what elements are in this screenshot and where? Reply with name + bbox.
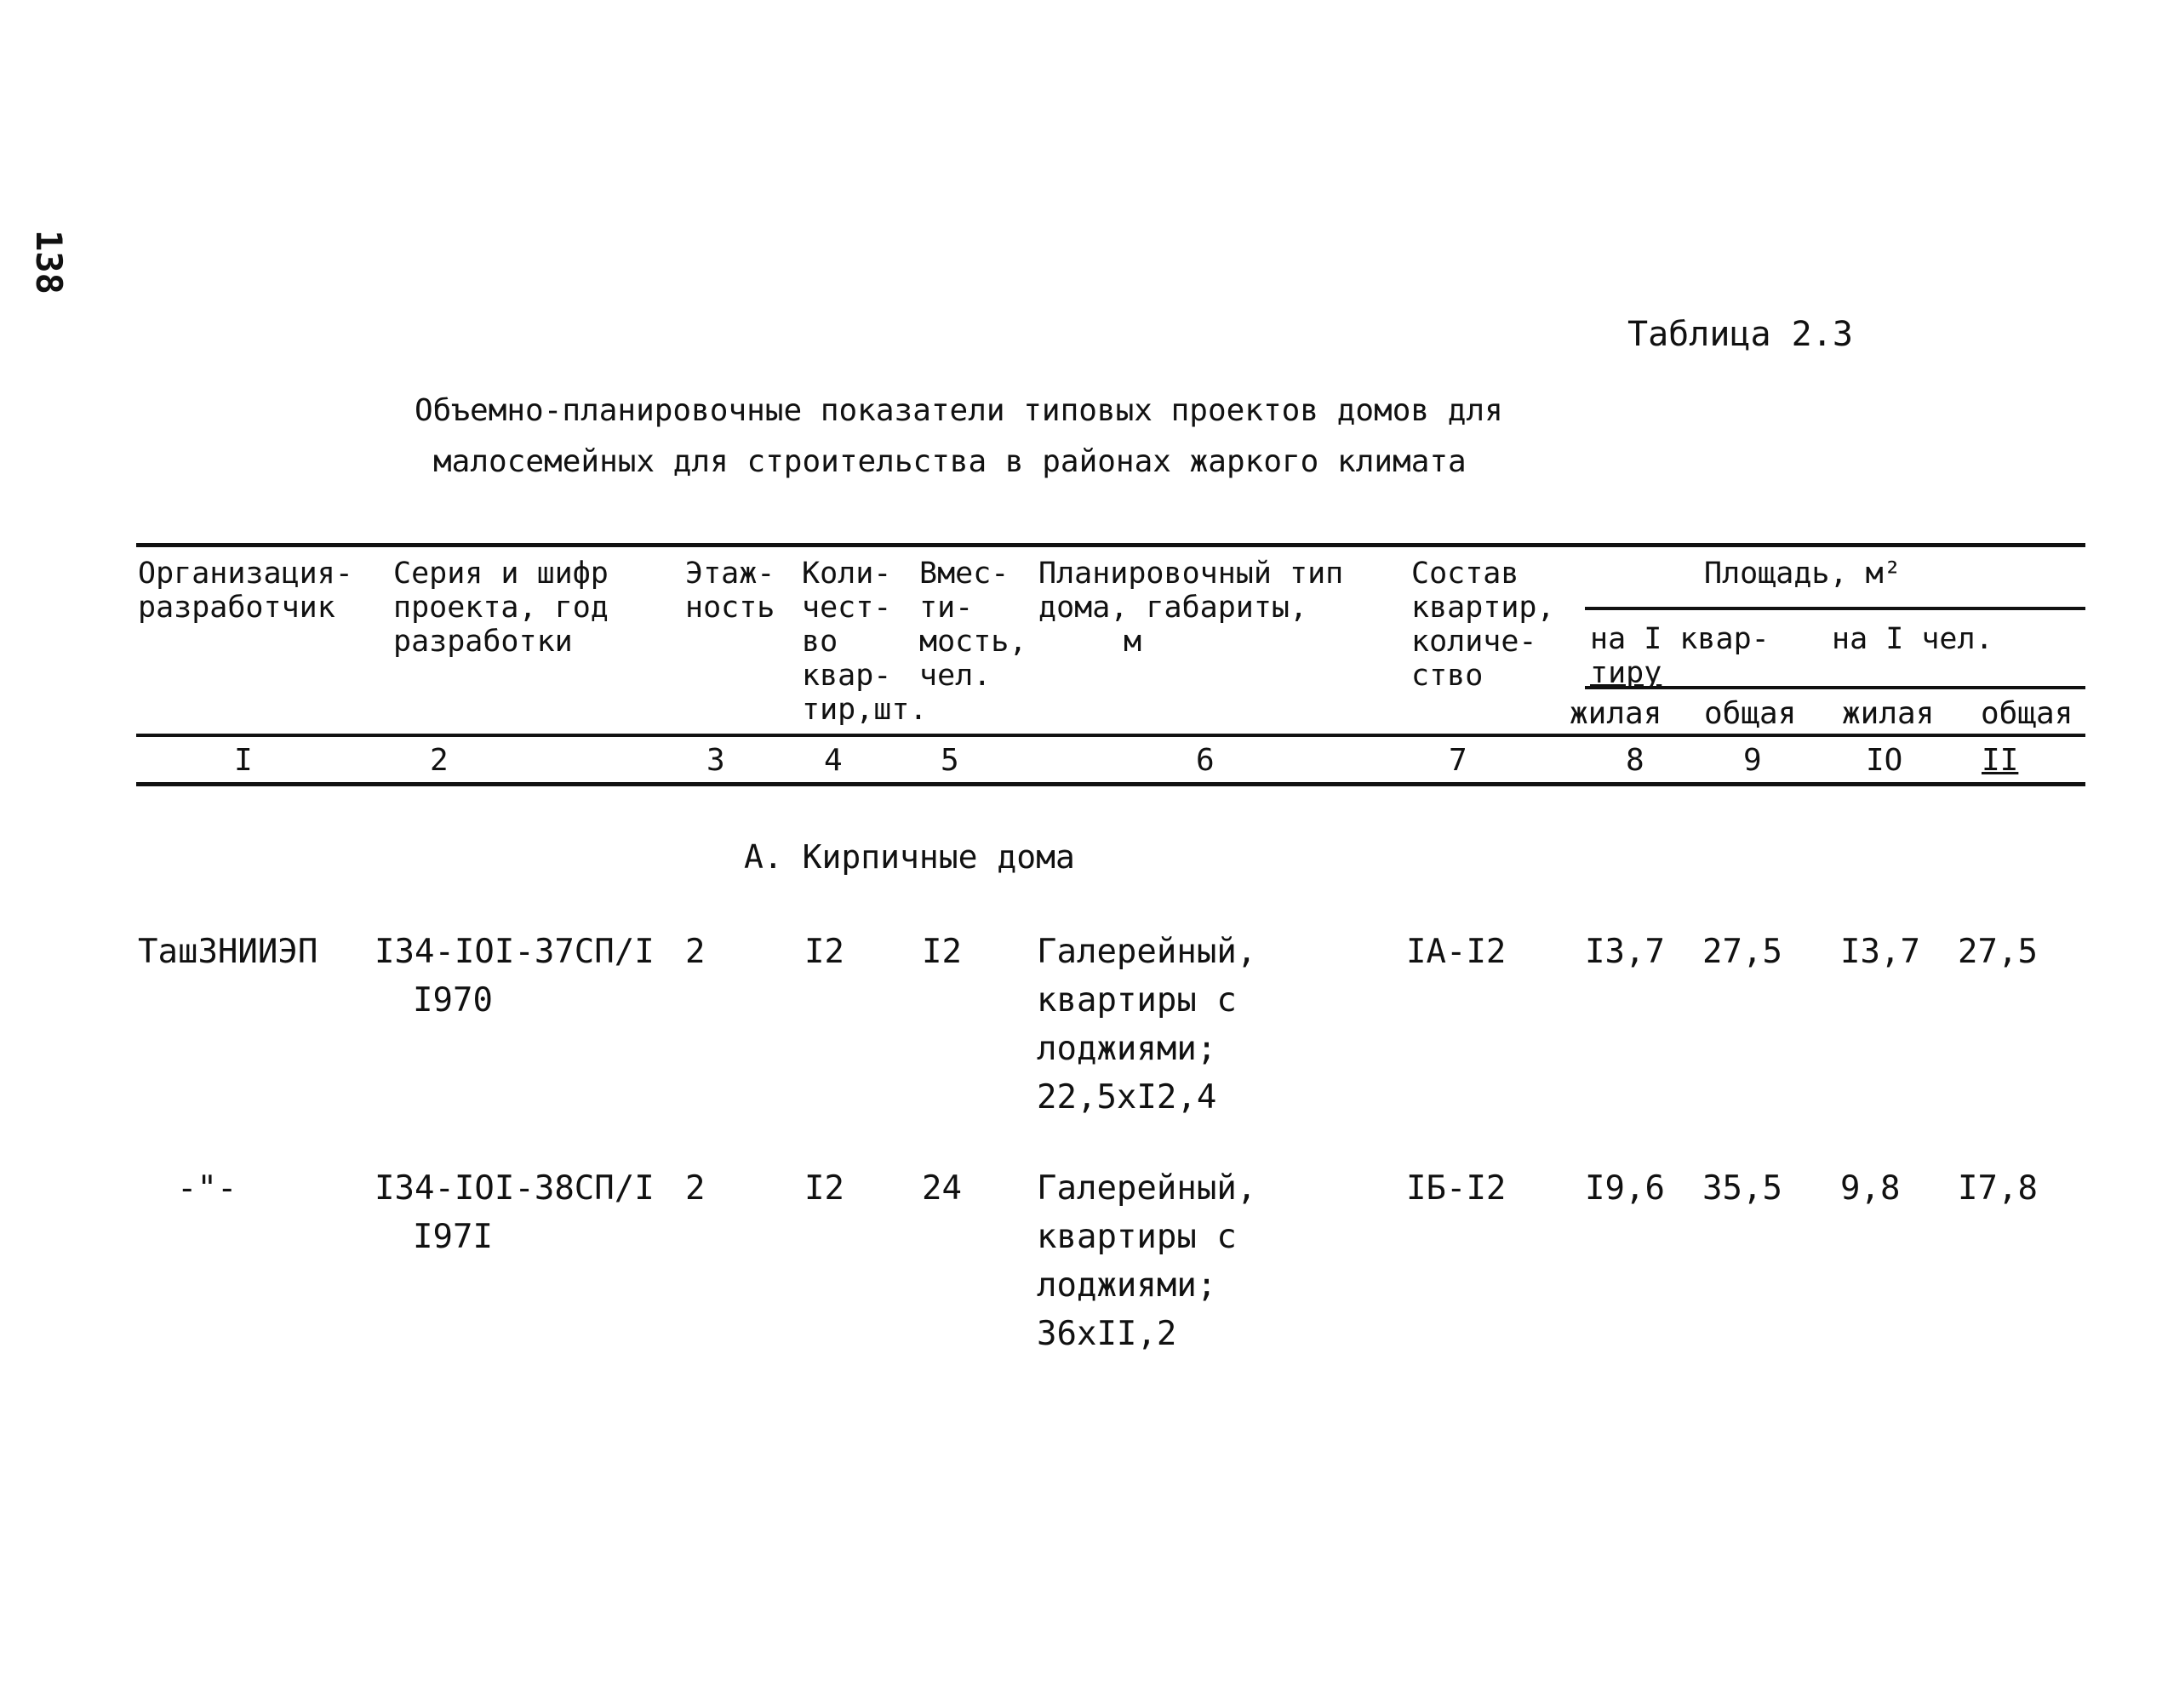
row-1-plan: Галерейный, квартиры с лоджиями; 22,5хI2,4 [1037,933,1257,1117]
column-number: IO [1866,743,1903,778]
column-number: 9 [1743,743,1762,778]
row-2-apartments: I2 [804,1169,844,1208]
column-number: 8 [1626,743,1644,778]
row-2-person-total: I7,8 [1958,1169,2038,1208]
row-1-organization: ТашЗНИИЭП [138,933,318,971]
table-title-line-2: малосемейных для строительства в районах жаркого климата [433,444,1467,479]
row-1-composition: IА-I2 [1406,933,1507,971]
table-title-line-1: Объемно-планировочные показатели типовых проектов домов для [415,393,1503,428]
row-2-composition: IБ-I2 [1406,1169,1507,1208]
column-number: 5 [941,743,959,778]
subheader-apt-total: общая [1704,696,1797,731]
row-1-person-living: I3,7 [1840,933,1920,971]
table-label: Таблица 2.3 [1627,315,1853,354]
header-per-apartment: на I квар- тиру [1590,622,1770,690]
row-1-person-total: 27,5 [1958,933,2038,971]
row-1-apartments: I2 [804,933,844,971]
table-top-rule [136,543,2085,547]
row-1-series: I34-IOI-37СП/I I970 [375,933,655,1020]
column-number: 6 [1196,743,1215,778]
header-area: Площадь, м² [1704,557,1902,591]
column-number: 7 [1449,743,1467,778]
row-2-plan: Галерейный, квартиры с лоджиями; 36хII,2 [1037,1169,1257,1353]
column-number: 4 [824,743,843,778]
subheader-apt-living: жилая [1570,696,1662,731]
header-capacity: Вмес- ти- мость, чел. [919,557,1027,693]
header-plan-type: Планировочный тип дома, габариты, м [1038,557,1344,659]
row-2-organization: -"- [177,1169,237,1208]
row-2-series: I34-IOI-38СП/I I97I [375,1169,655,1256]
header-floors: Этаж- ность [685,557,775,625]
subheader-person-living: жилая [1842,696,1935,731]
row-2-person-living: 9,8 [1840,1169,1901,1208]
area-header-rule [1585,607,2085,610]
subheader-person-total: общая [1981,696,2073,731]
page-number: 138 [28,230,70,294]
header-composition: Состав квартир, количе- ство [1411,557,1555,693]
column-number: 3 [706,743,725,778]
column-number: I [234,743,253,778]
numbers-bottom-rule [136,782,2085,786]
row-2-apt-living: I9,6 [1585,1169,1665,1208]
header-per-person: на I чел. [1832,622,1993,656]
row-1-apt-living: I3,7 [1585,933,1665,971]
header-apartments: Коли- чест- во квар- тир,шт. [802,557,928,727]
column-number: 2 [430,743,449,778]
header-bottom-rule [136,734,2085,737]
header-organization: Организация- разработчик [138,557,353,625]
row-1-capacity: I2 [922,933,962,971]
column-number: II [1982,743,2019,778]
section-heading: А. Кирпичные дома [744,838,1075,876]
row-2-apt-total: 35,5 [1702,1169,1782,1208]
header-series: Серия и шифр проекта, год разработки [393,557,609,659]
row-1-apt-total: 27,5 [1702,933,1782,971]
row-2-floors: 2 [685,1169,706,1208]
row-2-capacity: 24 [922,1169,962,1208]
row-1-floors: 2 [685,933,706,971]
